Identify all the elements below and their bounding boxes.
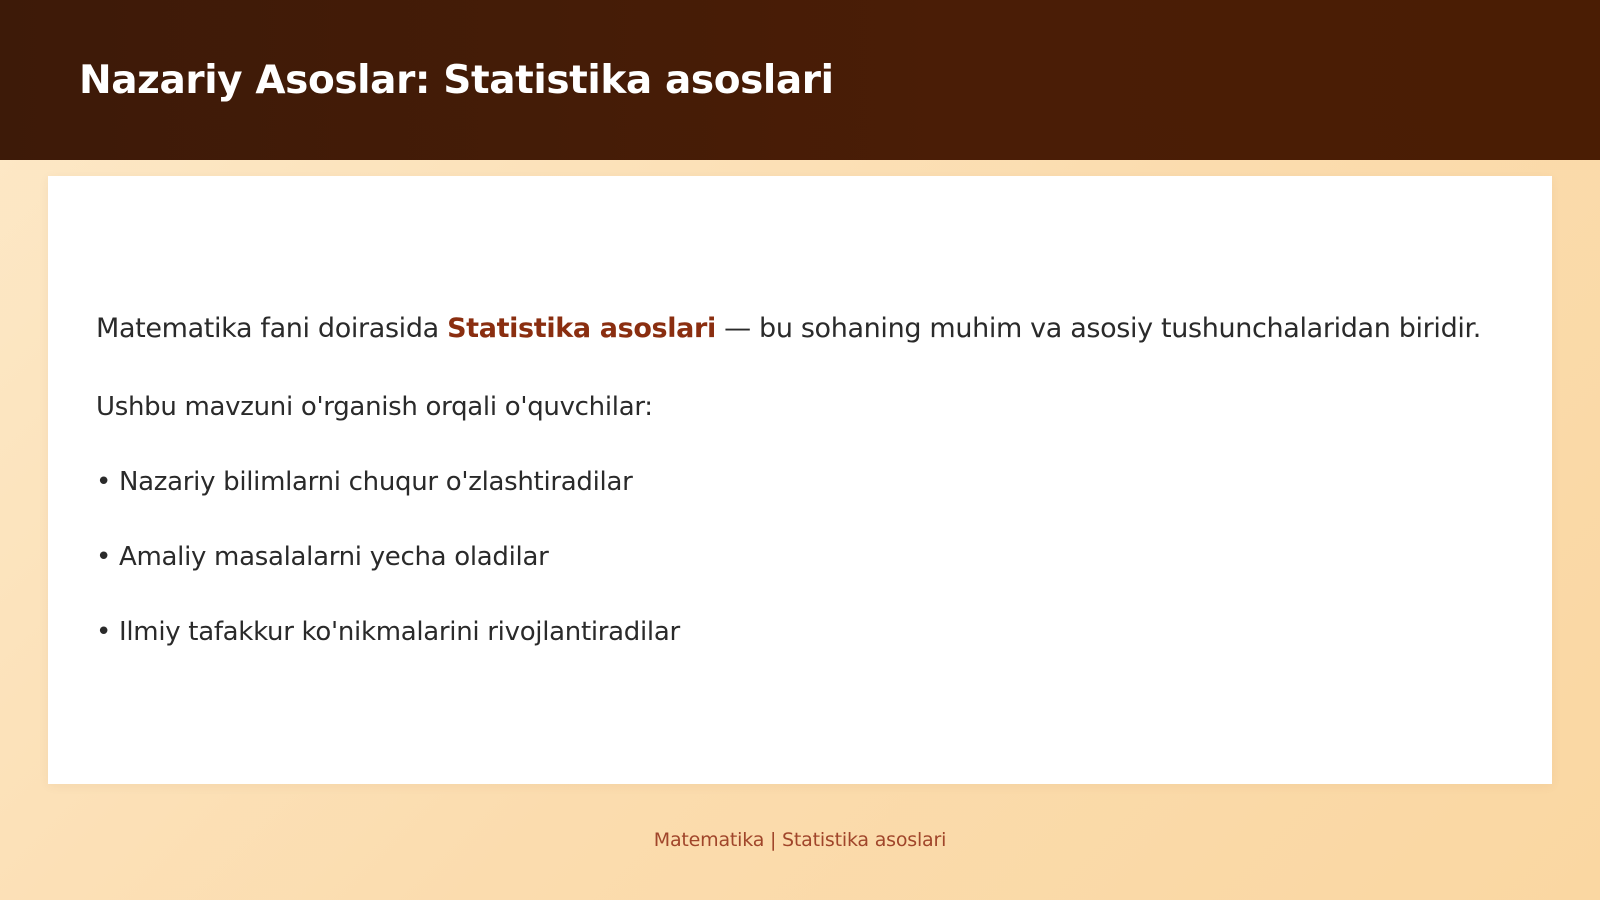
slide-header [0, 0, 1600, 160]
lead-sentence: Ushbu mavzuni o'rganish orqali o'quvchilar: [96, 392, 653, 422]
topic-highlight: Statistika asoslari [447, 313, 716, 344]
bullet-item: • Ilmiy tafakkur ko'nikmalarini rivojlantiradilar [96, 617, 680, 647]
intro-text-after: — bu sohaning muhim va asosiy tushunchalaridan biridir. [715, 313, 1482, 344]
slide-title: Nazariy Asoslar: Statistika asoslari [79, 58, 834, 103]
bullet-item: • Amaliy masalalarni yecha oladilar [96, 542, 549, 572]
content-card [48, 176, 1552, 784]
slide-footer: Matematika | Statistika asoslari [653, 829, 947, 851]
intro-text-before: Matematika fani doirasida [96, 313, 448, 344]
intro-paragraph [96, 309, 1481, 349]
bullet-item: • Nazariy bilimlarni chuqur o'zlashtiradilar [96, 467, 633, 497]
bullet-list [96, 464, 680, 689]
